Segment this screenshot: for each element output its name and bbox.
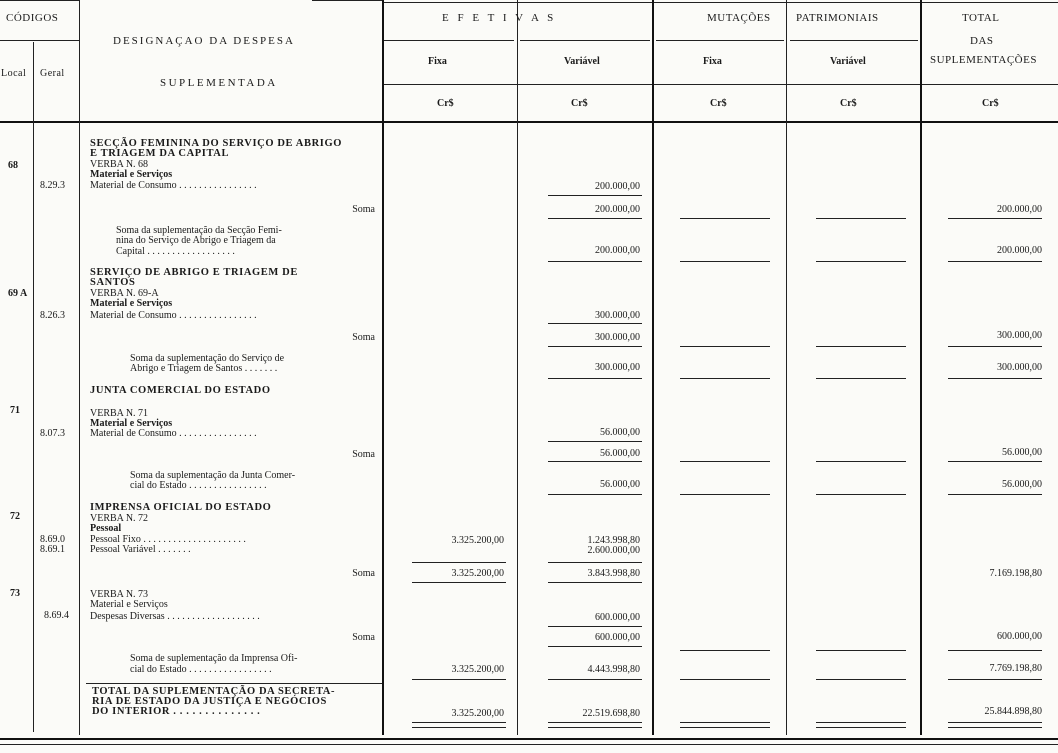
grand-total-title: TOTAL DA SUPLEMENTAÇÃO DA SECRETA- (92, 686, 336, 697)
sum-rule (948, 650, 1042, 651)
sum-rule (680, 218, 770, 219)
item-label: Pessoal Variável . . . . . . . (90, 544, 191, 555)
soma-label: Soma (352, 632, 375, 643)
sum-rule (816, 218, 906, 219)
total-rule (948, 722, 1042, 723)
section-title: SERVIÇO DE ABRIGO E TRIAGEM DE (90, 267, 298, 278)
currency-label: Cr$ (437, 98, 454, 109)
value-variavel: 600.000,00 (595, 612, 640, 623)
value-variavel: 56.000,00 (600, 479, 640, 490)
sum-rule (548, 626, 642, 627)
sum-rule (548, 562, 642, 563)
value-variavel: 300.000,00 (595, 310, 640, 321)
subtotal-label: Abrigo e Triagem de Santos . . . . . . . (130, 363, 278, 374)
value-variavel: 3.843.998,80 (587, 568, 640, 579)
sum-rule (816, 461, 906, 462)
sum-rule (816, 650, 906, 651)
header-fixa: Fixa (428, 56, 447, 67)
value-variavel: 200.000,00 (595, 181, 640, 192)
value-total: 7.169.198,80 (989, 568, 1042, 579)
header-local: Local (1, 68, 27, 79)
sum-rule (948, 461, 1042, 462)
value-variavel: 1.243.998,80 (587, 535, 640, 546)
verba-label: VERBA N. 73 (90, 589, 149, 600)
verba-label: VERBA N. 71 (90, 408, 149, 419)
currency-label: Cr$ (840, 98, 857, 109)
col-divider (786, 0, 787, 735)
total-rule (548, 727, 642, 728)
soma-label: Soma (352, 449, 375, 460)
total-rule (816, 727, 906, 728)
rule (382, 2, 1058, 3)
soma-label: Soma (352, 332, 375, 343)
header-geral: Geral (40, 68, 65, 79)
rule (384, 84, 1058, 85)
total-rule (680, 727, 770, 728)
item-label: Material de Consumo . . . . . . . . . . . . . . . . (90, 310, 257, 321)
subtotal-label: Soma de suplementação da Imprensa Ofi- (130, 653, 298, 664)
subtotal-label: Soma da suplementação da Junta Comer- (130, 470, 296, 481)
total-rule (816, 722, 906, 723)
header-patrimoniais: PATRIMONIAIS (796, 12, 879, 24)
subtotal-label: Soma da suplementação do Serviço de (130, 353, 285, 364)
sum-rule (548, 679, 642, 680)
sum-rule (548, 218, 642, 219)
header-variavel-mut: Variável (830, 56, 866, 67)
sum-rule (412, 679, 506, 680)
total-rule (86, 683, 382, 684)
value-total: 300.000,00 (997, 330, 1042, 341)
subtotal-label: Soma da suplementação da Secção Femi- (116, 225, 282, 236)
header-total: TOTAL (962, 12, 1000, 24)
sum-rule (680, 346, 770, 347)
header-fixa-mut: Fixa (703, 56, 722, 67)
value-total: 600.000,00 (997, 631, 1042, 642)
total-rule (548, 722, 642, 723)
header-mutacoes: MUTAÇÕES (707, 12, 771, 24)
grand-total-variavel: 22.519.698,80 (582, 708, 640, 719)
header-bottom-rule (0, 121, 1058, 123)
value-total: 200.000,00 (997, 204, 1042, 215)
currency-label: Cr$ (571, 98, 588, 109)
sum-rule (680, 679, 770, 680)
code-local: 71 (10, 405, 20, 416)
item-label: Pessoal Fixo . . . . . . . . . . . . . . . . . . . . . (90, 534, 246, 545)
sum-rule (948, 261, 1042, 262)
soma-label: Soma (352, 204, 375, 215)
section-title: IMPRENSA OFICIAL DO ESTADO (90, 502, 272, 513)
value-variavel: 300.000,00 (595, 362, 640, 373)
sum-rule (680, 650, 770, 651)
sum-rule (948, 346, 1042, 347)
group-label: Material e Serviços (90, 169, 173, 180)
value-fixa: 3.325.200,00 (451, 535, 504, 546)
item-label: Material de Consumo . . . . . . . . . . . . . . . . (90, 180, 257, 191)
header-das: DAS (970, 35, 994, 47)
value-variavel: 2.600.000,00 (587, 545, 640, 556)
value-variavel: 200.000,00 (595, 245, 640, 256)
grand-total-title: DO INTERIOR . . . . . . . . . . . . . . (92, 706, 261, 717)
sum-rule (948, 679, 1042, 680)
group-label: Pessoal (90, 523, 122, 534)
code-geral: 8.69.0 (40, 534, 65, 545)
sum-rule (948, 494, 1042, 495)
sum-rule (816, 346, 906, 347)
section-title: SANTOS (90, 277, 136, 288)
section-title: SECÇÃO FEMININA DO SERVIÇO DE ABRIGO (90, 138, 342, 149)
item-label: Despesas Diversas . . . . . . . . . . . . . . . . . . . (90, 611, 260, 622)
rule (656, 40, 784, 41)
sum-rule (680, 378, 770, 379)
header-suplementacoes: SUPLEMENTAÇÕES (930, 54, 1037, 66)
total-rule (948, 727, 1042, 728)
footer-rule (0, 744, 1058, 745)
sum-rule (680, 461, 770, 462)
subtotal-label: nina do Serviço de Abrigo e Triagem da (116, 235, 276, 246)
rule (312, 0, 382, 1)
value-variavel: 300.000,00 (595, 332, 640, 343)
sum-rule (548, 261, 642, 262)
header-designacao: DESIGNAÇAO DA DESPESA (113, 35, 295, 47)
rule (790, 40, 918, 41)
sum-rule (412, 562, 506, 563)
sum-rule (816, 494, 906, 495)
col-divider (33, 42, 34, 732)
code-geral: 8.69.4 (44, 610, 69, 621)
sum-rule (548, 582, 642, 583)
soma-label: Soma (352, 568, 375, 579)
header-codigos: CÓDIGOS (6, 12, 59, 24)
value-variavel: 56.000,00 (600, 448, 640, 459)
code-local: 68 (8, 160, 18, 171)
col-divider (517, 0, 518, 735)
sum-rule (816, 378, 906, 379)
verba-label: VERBA N. 72 (90, 513, 149, 524)
sum-rule (680, 261, 770, 262)
rule (0, 40, 79, 41)
code-local: 72 (10, 511, 20, 522)
footer-rule (0, 738, 1058, 740)
section-title: E TRIAGEM DA CAPITAL (90, 148, 230, 159)
code-local: 69 A (8, 288, 28, 299)
col-divider (652, 0, 654, 735)
value-total: 56.000,00 (1002, 447, 1042, 458)
total-rule (412, 722, 506, 723)
code-local: 73 (10, 588, 20, 599)
currency-label: Cr$ (710, 98, 727, 109)
sum-rule (548, 441, 642, 442)
sum-rule (948, 218, 1042, 219)
sum-rule (548, 494, 642, 495)
code-geral: 8.69.1 (40, 544, 65, 555)
sum-rule (548, 646, 642, 647)
verba-label: VERBA N. 69-A (90, 288, 159, 299)
header-efetivas: E F E T I V A S (442, 12, 557, 24)
col-divider (920, 0, 922, 735)
total-rule (412, 727, 506, 728)
value-variavel: 600.000,00 (595, 632, 640, 643)
value-total: 56.000,00 (1002, 479, 1042, 490)
sum-rule (548, 461, 642, 462)
rule (0, 0, 79, 1)
code-geral: 8.07.3 (40, 428, 65, 439)
code-geral: 8.29.3 (40, 180, 65, 191)
value-total: 200.000,00 (997, 245, 1042, 256)
col-divider (382, 0, 384, 735)
header-suplementada: SUPLEMENTADA (160, 77, 278, 89)
value-variavel: 200.000,00 (595, 204, 640, 215)
currency-label: Cr$ (982, 98, 999, 109)
value-variavel: 56.000,00 (600, 427, 640, 438)
rule (520, 40, 650, 41)
group-label: Material e Serviços (90, 418, 173, 429)
sum-rule (412, 582, 506, 583)
grand-total-title: RIA DE ESTADO DA JUSTIÇA E NEGÓCIOS (92, 696, 327, 707)
sum-rule (680, 494, 770, 495)
rule (384, 40, 514, 41)
header-variavel: Variável (564, 56, 600, 67)
subtotal-label: Capital . . . . . . . . . . . . . . . . . . (116, 246, 235, 257)
sum-rule (548, 378, 642, 379)
sum-rule (548, 346, 642, 347)
grand-total-total: 25.844.898,80 (984, 706, 1042, 717)
col-divider (79, 0, 80, 735)
code-geral: 8.26.3 (40, 310, 65, 321)
sum-rule (816, 261, 906, 262)
grand-total-fixa: 3.325.200,00 (451, 708, 504, 719)
sum-rule (548, 323, 642, 324)
sum-rule (816, 679, 906, 680)
value-variavel: 4.443.998,80 (587, 664, 640, 675)
verba-label: VERBA N. 68 (90, 159, 149, 170)
subtotal-label: cial do Estado . . . . . . . . . . . . . . . . . (130, 664, 272, 675)
value-fixa: 3.325.200,00 (451, 664, 504, 675)
subtotal-label: cial do Estado . . . . . . . . . . . . . . . . (130, 480, 267, 491)
value-fixa: 3.325.200,00 (451, 568, 504, 579)
sum-rule (948, 378, 1042, 379)
group-label: Material e Serviços (90, 298, 173, 309)
sum-rule (548, 195, 642, 196)
item-label: Material de Consumo . . . . . . . . . . . . . . . . (90, 428, 257, 439)
total-rule (680, 722, 770, 723)
group-label: Material e Serviços (90, 599, 168, 610)
value-total: 7.769.198,80 (989, 663, 1042, 674)
section-title: JUNTA COMERCIAL DO ESTADO (90, 385, 271, 396)
value-total: 300.000,00 (997, 362, 1042, 373)
